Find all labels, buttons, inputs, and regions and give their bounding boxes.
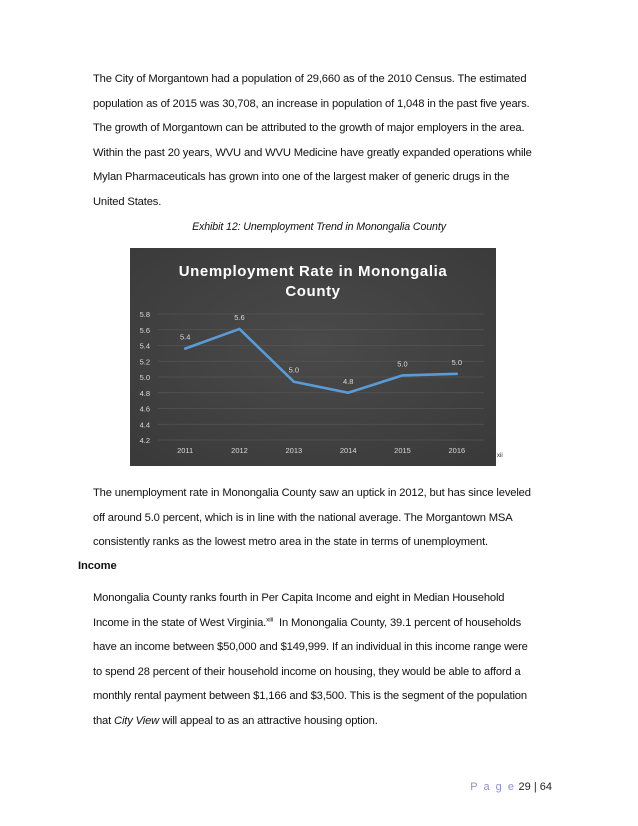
paragraph-line: Mylan Pharmaceuticals has grown into one of the largest maker of generic drugs in the [93, 171, 510, 183]
chart-title-line: County [285, 283, 341, 300]
total-pages: 64 [539, 781, 552, 793]
chart-background [130, 248, 496, 466]
y-tick-label: 4.6 [139, 404, 150, 414]
paragraph-line: population as of 2015 was 30,708, an increase in population of 1,048 in the past five years. [93, 97, 530, 110]
data-label: 5.0 [397, 359, 408, 369]
data-label: 5.0 [451, 357, 463, 367]
paragraph-line: The City of Morgantown had a population of 29,660 as of the 2010 Census. The estimated [93, 73, 527, 85]
text-fragment: that [93, 714, 115, 727]
page-label: P a g e [470, 781, 516, 793]
x-tick-label: 2014 [339, 446, 357, 455]
endnote-superscript: xiii [266, 615, 274, 623]
y-tick-label: 5.2 [139, 357, 150, 367]
page-footer [470, 781, 552, 793]
x-tick-label: 2011 [177, 446, 194, 455]
project-name: City View [114, 714, 160, 727]
paragraph-line: Within the past 20 years, WVU and WVU Medicine have greatly expanded operations while [93, 146, 532, 159]
paragraph-line: The growth of Morgantown can be attributed to the growth of major employers in the area. [93, 122, 525, 134]
chart-canvas [130, 248, 496, 466]
data-label: 5.4 [179, 332, 191, 342]
text-fragment: In Monongalia County, 39.1 percent of households [273, 616, 522, 629]
x-tick-label: 2012 [231, 446, 248, 455]
paragraph-line: consistently ranks as the lowest metro area in the state in terms of unemployment. [93, 536, 488, 548]
x-tick-label: 2015 [394, 446, 411, 455]
y-tick-label: 5.4 [139, 341, 150, 351]
chart-title-line: Unemployment Rate in Monongalia [178, 263, 448, 280]
paragraph-line [93, 611, 583, 636]
y-tick-label: 4.2 [139, 436, 150, 445]
paragraph-line: United States. [93, 195, 162, 208]
paragraph-line: The unemployment rate in Monongalia County saw an uptick in 2012, but has since leveled [93, 487, 531, 499]
unemployment-chart [130, 248, 496, 466]
page-number: 29 [518, 781, 531, 793]
exhibit-caption: Exhibit 12: Unemployment Trend in Monongalia County [192, 221, 446, 233]
paragraph-unemployment [93, 481, 583, 555]
y-tick-label: 5.6 [139, 325, 150, 335]
paragraph-population [93, 67, 583, 214]
paragraph-line [93, 709, 583, 734]
paragraph-line: off around 5.0 percent, which is in line with the national average. The Morgantown MSA [93, 511, 513, 524]
y-tick-label: 4.8 [139, 388, 150, 398]
text-fragment: Income in the state of West Virginia. [93, 616, 267, 629]
y-tick-label: 5.0 [139, 373, 150, 382]
page-separator: | [533, 781, 537, 793]
section-heading-income: Income [78, 560, 117, 572]
data-label: 5.0 [288, 365, 300, 375]
paragraph-line: monthly rental payment between $1,166 and $3,500. This is the segment of the population [93, 690, 527, 702]
paragraph-line: Monongalia County ranks fourth in Per Capita Income and eight in Median Household [93, 592, 505, 604]
data-label: 4.8 [342, 376, 354, 386]
paragraph-income [93, 586, 583, 733]
x-tick-label: 2013 [285, 446, 303, 455]
y-tick-label: 5.8 [139, 310, 150, 319]
x-tick-label: 2016 [448, 446, 466, 455]
paragraph-line: to spend 28 percent of their household income on housing, they would be able to afford a [93, 665, 521, 678]
chart-endnote-mark: xii [497, 453, 503, 459]
paragraph-line: have an income between $50,000 and $149,999. If an individual in this income range were [93, 641, 528, 653]
y-tick-label: 4.4 [139, 420, 150, 430]
text-fragment: will appeal to as an attractive housing option. [159, 714, 378, 727]
data-label: 5.6 [234, 312, 245, 322]
